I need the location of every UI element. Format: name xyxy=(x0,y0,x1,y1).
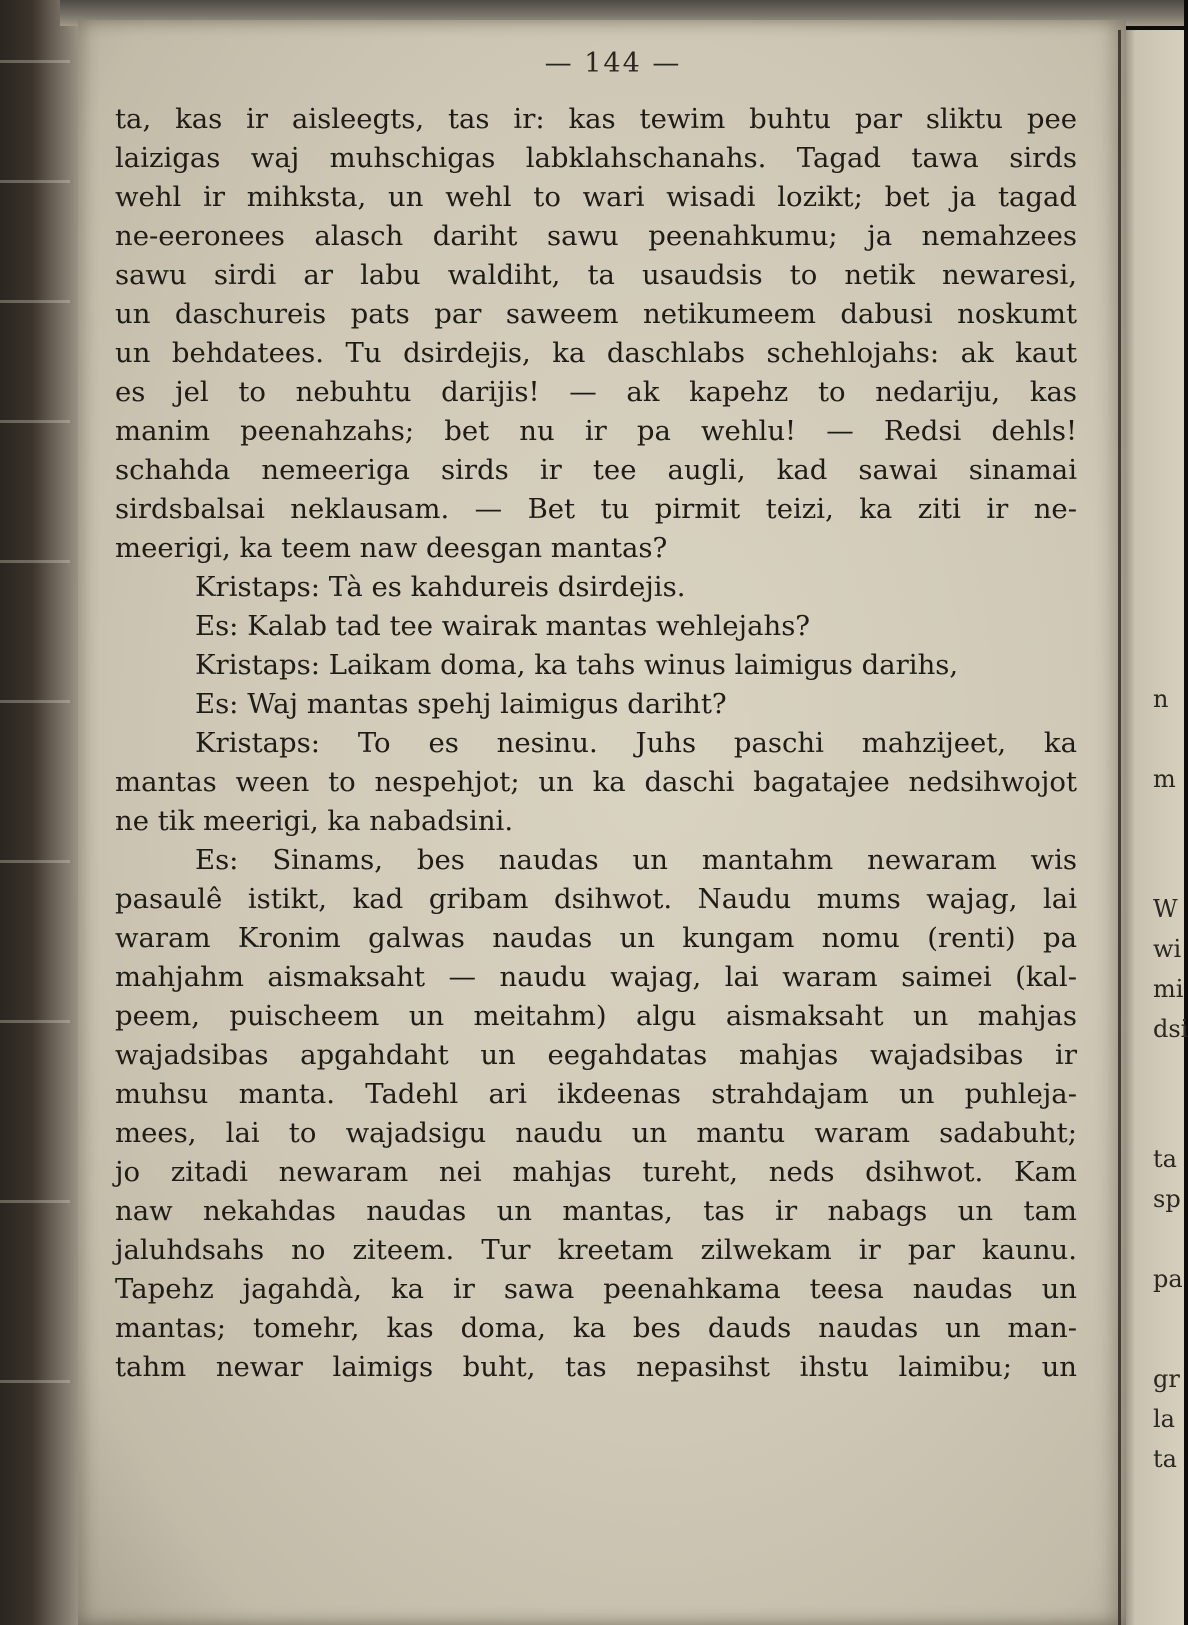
text-line: es jel to nebuhtu darijis! — ak kapehz to nedariju, kas xyxy=(115,376,1077,408)
text-line: mees, lai to wajadsigu naudu un mantu waram sadabuht; xyxy=(115,1117,1077,1149)
text-line: un behdatees. Tu dsirdejis, ka daschlabs schehlojahs: ak kaut xyxy=(115,337,1077,369)
text-line: un daschureis pats par saweem netikumeem dabusi noskumt xyxy=(115,298,1077,330)
next-page-edge xyxy=(1123,30,1188,1625)
text-line: Kristaps: Laikam doma, ka tahs winus laimigus darihs, xyxy=(195,649,959,681)
next-page-fragment: W xyxy=(1153,895,1178,923)
next-page-fragment: ta xyxy=(1153,1445,1177,1473)
text-line: mantas; tomehr, kas doma, ka bes dauds naudas un man- xyxy=(115,1312,1077,1344)
text-line: ta, kas ir aisleegts, tas ir: kas tewim buhtu par sliktu pee xyxy=(115,103,1077,135)
next-page-fragment: mi xyxy=(1153,975,1184,1003)
text-line: jaluhdsahs no ziteem. Tur kreetam zilwekam ir par kaunu. xyxy=(115,1234,1077,1266)
text-line: waram Kronim galwas naudas un kungam nomu (renti) pa xyxy=(115,922,1077,954)
text-line: ne tik meerigi, ka nabadsini. xyxy=(115,805,514,837)
text-line: meerigi, ka teem naw deesgan mantas? xyxy=(115,532,668,564)
text-line: mahjahm aismaksaht — naudu wajag, lai waram saimei (kal- xyxy=(115,961,1077,993)
text-line: wajadsibas apgahdaht un eegahdatas mahjas wajadsibas ir xyxy=(115,1039,1077,1071)
text-line: laizigas waj muhschigas labklahschanahs. Tagad tawa sirds xyxy=(115,142,1077,174)
next-page-fragment: n xyxy=(1153,685,1169,713)
left-gutter xyxy=(0,0,80,1625)
page-number: — 144 — xyxy=(544,48,682,79)
next-page-fragment: dsi xyxy=(1153,1015,1188,1043)
next-page-fragment: pa xyxy=(1153,1265,1183,1293)
text-line: manim peenahzahs; bet nu ir pa wehlu! — Redsi dehls! xyxy=(115,415,1077,447)
text-line: Es: Kalab tad tee wairak mantas wehlejahs? xyxy=(195,610,811,642)
next-page-fragment: m xyxy=(1153,765,1176,793)
text-line: ne-eeronees alasch dariht sawu peenahkumu; ja nemahzees xyxy=(115,220,1077,252)
text-line: wehl ir mihksta, un wehl to wari wisadi lozikt; bet ja tagad xyxy=(115,181,1077,213)
text-line: pasaulê istikt, kad gribam dsihwot. Naudu mums wajag, lai xyxy=(115,883,1077,915)
text-line: muhsu manta. Tadehl ari ikdeenas strahdajam un puhleja- xyxy=(115,1078,1077,1110)
text-line: peem, puischeem un meitahm) algu aismaksaht un mahjas xyxy=(115,1000,1077,1032)
page-edge-line xyxy=(1118,30,1121,1625)
next-page-fragment: la xyxy=(1153,1405,1175,1433)
next-page-fragment: ta xyxy=(1153,1145,1177,1173)
text-line: tahm newar laimigs buht, tas nepasihst ihstu laimibu; un xyxy=(115,1351,1077,1383)
text-line: mantas ween to nespehjot; un ka daschi bagatajee nedsihwojot xyxy=(115,766,1077,798)
text-line: Es: Waj mantas spehj laimigus dariht? xyxy=(195,688,727,720)
next-page-fragment: sp xyxy=(1153,1185,1181,1213)
body-text xyxy=(115,100,1077,1387)
text-line: sirdsbalsai neklausam. — Bet tu pirmit teizi, ka ziti ir ne- xyxy=(115,493,1077,525)
text-line: Tapehz jagahdà, ka ir sawa peenahkama teesa naudas un xyxy=(115,1273,1077,1305)
next-page-fragment: gr xyxy=(1153,1365,1180,1393)
text-line: Kristaps: Tà es kahdureis dsirdejis. xyxy=(195,571,686,603)
next-page-fragment: wi xyxy=(1153,935,1182,963)
text-line: jo zitadi newaram nei mahjas tureht, neds dsihwot. Kam xyxy=(115,1156,1077,1188)
text-line: schahda nemeeriga sirds ir tee augli, kad sawai sinamai xyxy=(115,454,1077,486)
text-line: sawu sirdi ar labu waldiht, ta usaudsis to netik newaresi, xyxy=(115,259,1077,291)
text-line: Kristaps: To es nesinu. Juhs paschi mahzijeet, ka xyxy=(195,727,1077,759)
text-line: Es: Sinams, bes naudas un mantahm newaram wis xyxy=(195,844,1077,876)
text-line: naw nekahdas naudas un mantas, tas ir nabags un tam xyxy=(115,1195,1077,1227)
